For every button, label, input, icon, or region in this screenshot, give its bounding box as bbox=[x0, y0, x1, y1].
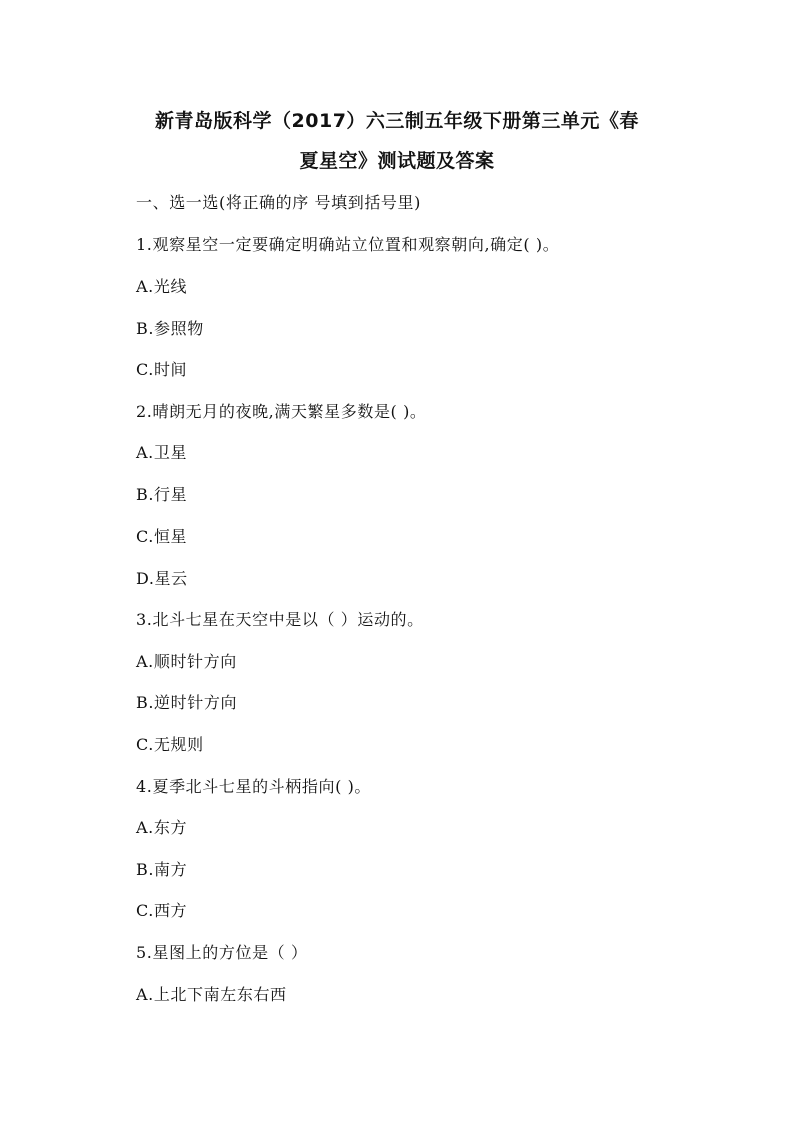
question-3-option-c: C.无规则 bbox=[136, 735, 204, 754]
question-4: 4.夏季北斗七星的斗柄指向( )。 bbox=[136, 777, 372, 796]
question-1: 1.观察星空一定要确定明确站立位置和观察朝向,确定( )。 bbox=[136, 235, 560, 254]
section-heading: 一、选一选(将正确的序 号填到括号里) bbox=[136, 193, 421, 212]
document-title-line-2: 夏星空》测试题及答案 bbox=[299, 150, 495, 172]
question-3: 3.北斗七星在天空中是以（ ）运动的。 bbox=[136, 610, 424, 629]
question-5: 5.星图上的方位是（ ） bbox=[136, 943, 308, 962]
question-1-option-c: C.时间 bbox=[136, 360, 188, 379]
question-3-option-a: A.顺时针方向 bbox=[136, 652, 237, 671]
question-2-option-c: C.恒星 bbox=[136, 527, 188, 546]
question-2: 2.晴朗无月的夜晚,满天繁星多数是( )。 bbox=[136, 402, 427, 421]
question-2-option-a: A.卫星 bbox=[136, 443, 188, 462]
question-3-option-b: B.逆时针方向 bbox=[136, 693, 238, 712]
question-4-option-b: B.南方 bbox=[136, 860, 188, 879]
question-5-option-a: A.上北下南左东右西 bbox=[136, 985, 287, 1004]
question-2-option-d: D.星云 bbox=[136, 569, 188, 588]
question-4-option-c: C.西方 bbox=[136, 901, 188, 920]
question-1-option-a: A.光线 bbox=[136, 277, 188, 296]
question-2-option-b: B.行星 bbox=[136, 485, 188, 504]
question-1-option-b: B.参照物 bbox=[136, 319, 204, 338]
question-4-option-a: A.东方 bbox=[136, 818, 188, 837]
document-title-line-1: 新青岛版科学（2017）六三制五年级下册第三单元《春 bbox=[155, 110, 639, 132]
